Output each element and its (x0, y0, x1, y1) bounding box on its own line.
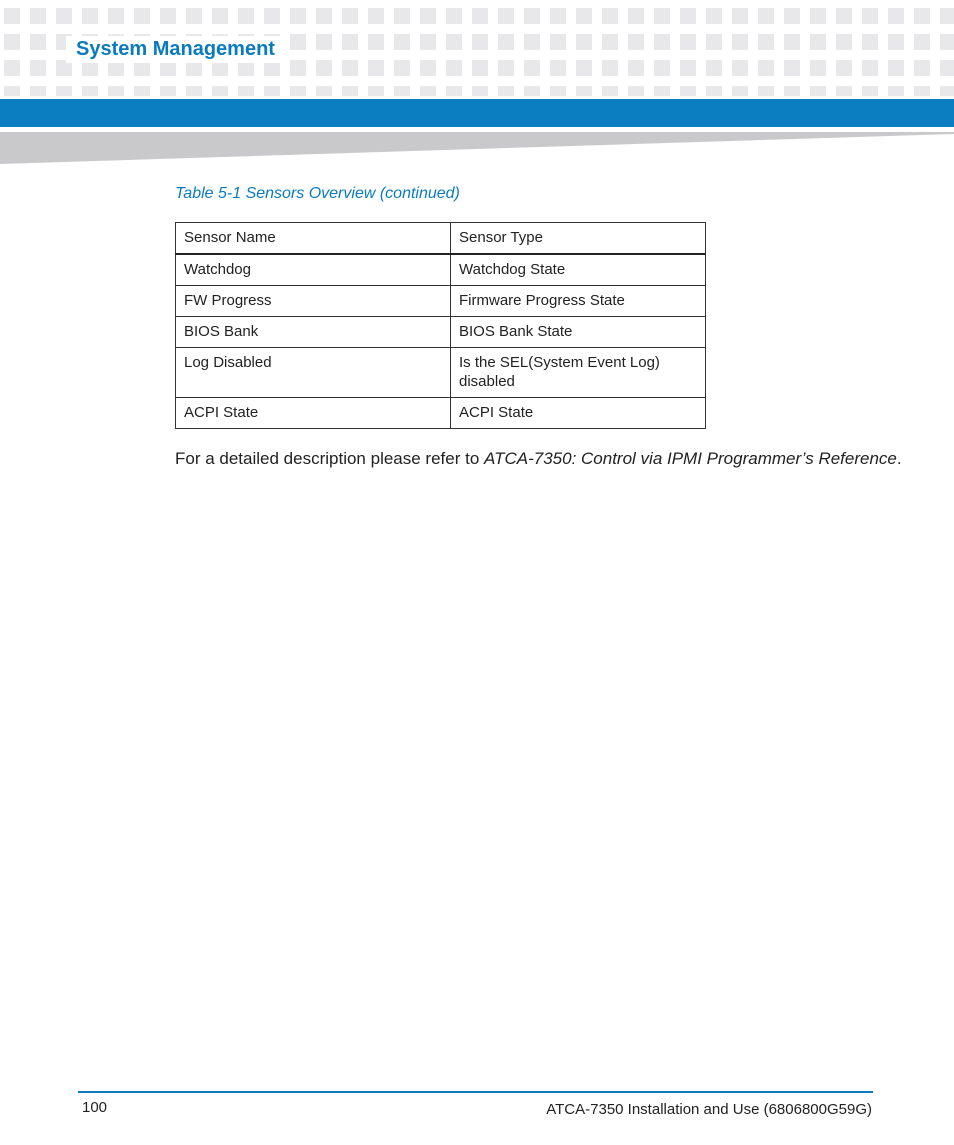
table-cell-sensor-name: FW Progress (176, 286, 451, 317)
page-title: System Management (66, 36, 285, 63)
header-grey-wedge (0, 132, 954, 164)
table-row (176, 317, 706, 348)
reference-link[interactable]: ATCA-7350: Control via IPMI Programmer’s Reference (484, 449, 897, 468)
table-cell-sensor-type: ACPI State (451, 398, 706, 429)
table-header-row (176, 223, 706, 255)
table-cell-sensor-type: Firmware Progress State (451, 286, 706, 317)
table-cell-sensor-type: BIOS Bank State (451, 317, 706, 348)
table-cell-sensor-type: Is the SEL(System Event Log) disabled (451, 348, 706, 398)
header-blue-bar (0, 99, 954, 127)
body-paragraph (175, 449, 902, 469)
table-cell-sensor-name: Watchdog (176, 254, 451, 286)
table-row (176, 254, 706, 286)
body-text-suffix: . (896, 449, 902, 468)
table-cell-sensor-type: Watchdog State (451, 254, 706, 286)
column-header-sensor-type: Sensor Type (451, 223, 706, 255)
footer-rule (78, 1091, 873, 1093)
column-header-sensor-name: Sensor Name (176, 223, 451, 255)
document-title: ATCA-7350 Installation and Use (6806800G59G) (546, 1101, 872, 1118)
table-cell-sensor-name: Log Disabled (176, 348, 451, 398)
table-cell-sensor-name: BIOS Bank (176, 317, 451, 348)
table-cell-sensor-name: ACPI State (176, 398, 451, 429)
body-text-prefix: For a detailed description please refer to (175, 449, 485, 468)
table-caption: Table 5-1 Sensors Overview (continued) (175, 185, 460, 202)
table-row (176, 348, 706, 398)
table-row (176, 398, 706, 429)
page-number: 100 (82, 1099, 108, 1116)
table-row (176, 286, 706, 317)
sensors-table (175, 222, 706, 429)
